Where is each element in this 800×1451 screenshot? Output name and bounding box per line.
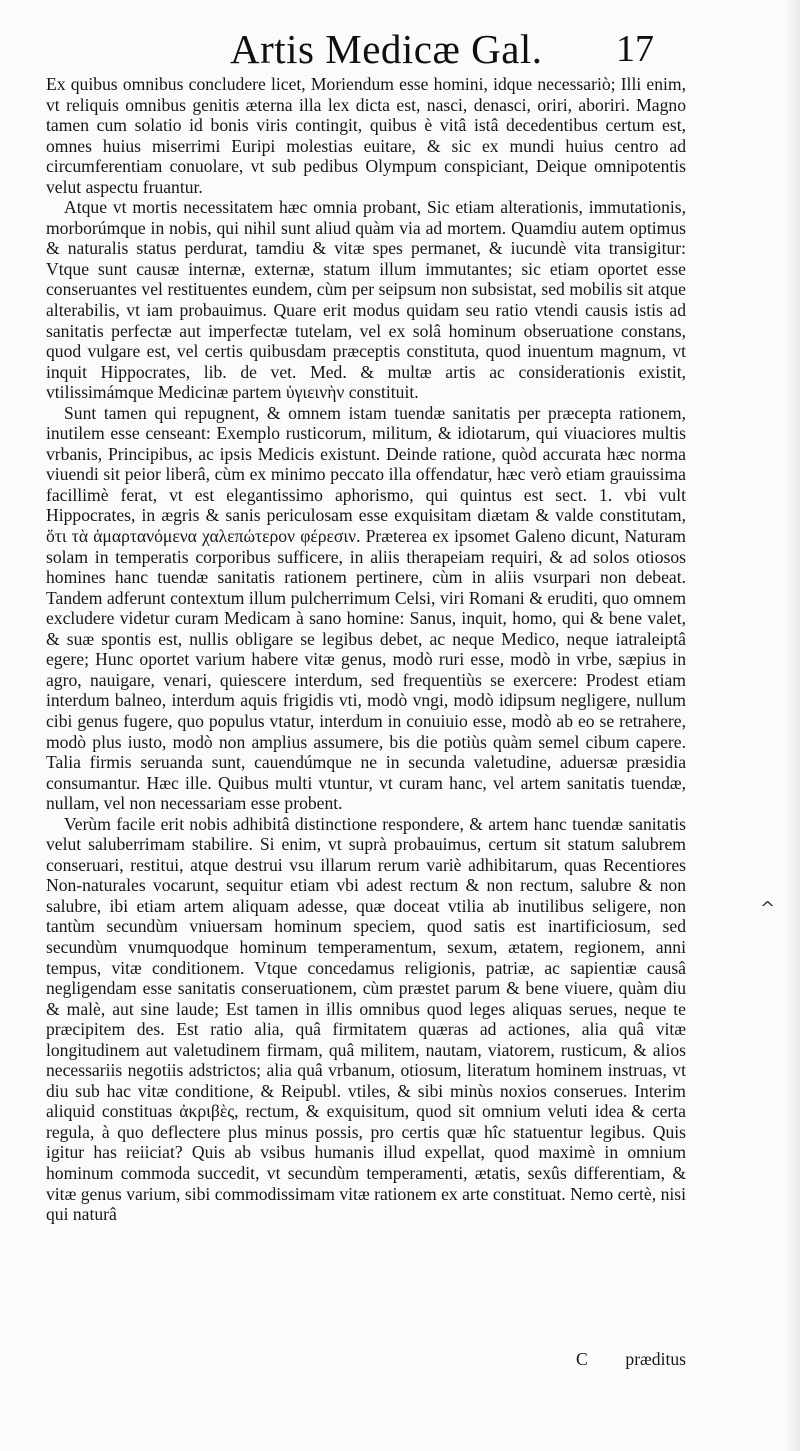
gutter-shadow <box>786 0 800 1451</box>
paragraph-2: Atque vt mortis necessitatem hæc omnia probant, Sic etiam alterationis, immutationis, morborúmque in nobis, qui nihil sunt aliud quàm via ad mortem. Quamdiu autem optimus & naturalis status perdurat, tamdiu & vitæ spes permanet, & iucundè vita transigitur: Vtque sunt causæ internæ, externæ, statum illum immutantes; sic etiam oportet esse conseruantes vel restituentes eundem, cùm per seipsum non subsistat, sed mobilis sit atque alterabilis, vt iam probauimus. Quare erit modus quidam seu ratio vtendi causis istis ad sanitatis perfectæ aut imperfectæ tutelam, vel ex solâ hominum obseruatione constans, quod vulgare est, vel certis quibusdam præceptis constituta, quod inuentum magnum, vt inquit Hippocrates, lib. de vet. Med. & multæ artis ac considerationis existit, vtilissimámque Medicinæ partem ὑγιεινὴν constituit. <box>46 197 686 403</box>
running-header <box>0 18 800 80</box>
signature-mark: C <box>576 1349 588 1369</box>
catchword: præditus <box>625 1349 686 1369</box>
paragraph-1: Ex quibus omnibus concludere licet, Moriendum esse homini, idque necessariò; Illi enim, vt reliquis omnibus genitis æterna illa lex dicta est, nasci, denasci, oriri, aboriri. Magno tamen cum solatio id bonis viris contingit, quibus è vitâ istâ decedentibus certum est, omnes huius miserrimi Euripi molestias euitare, & sic ex mundi huius centro ad circumferentiam conuolare, vt sub pedibus Olympum conspiciant, Deique omnipotentis velut aspectu fruantur. <box>46 74 686 197</box>
paragraph-4: Verùm facile erit nobis adhibitâ distinctione respondere, & artem hanc tuendæ sanitatis velut saluberrimam stabilire. Si enim, vt suprà probauimus, certum sit statum salubrem conseruari, restitui, atque destrui vsu illarum rerum variè adhibitarum, quas Recentiores Non-naturales vocarunt, sequitur etiam vbi adest rectum & non rectum, salubre & non salubre, ibi etiam artem aliquam adesse, quæ doceat vtilia ab inutilibus seligere, non tantùm secundùm vniuersam hominum speciem, quod satis est inartificiosum, sed secundùm vnumquodque hominum temperamentum, sexum, ætatem, regionem, anni tempus, vitæ conditionem. Vtque concedamus religionis, patriæ, ac sapientiæ causâ negligendam esse sanitatis conseruationem, cùm præstet parum & bene viuere, quàm diu & malè, aut sine laude; Est tamen in illis omnibus quod leges aliquas serues, neque te præcipitem des. Est ratio alia, quâ firmitatem quæras ad actiones, alia quâ vitæ longitudinem aut valetudinem firmam, quâ militem, nautam, viatorem, rusticum, & alios necessariis negotiis adstrictos; alia quâ vrbanum, otiosum, literatum hominem instruas, vt diu sub hac vitæ conditione, & Reipubl. vtiles, & sibi minùs noxios conserues. Interim aliquid constituas ἀκριβὲς, rectum, & exquisitum, quod sit omnium veluti idea & certa regula, à quo deflectere plus minus possis, pro certis quæ hîc statuentur legibus. Quis igitur has reiiciat? Quis ab vsibus humanis illud expellat, quod maximè in omnium hominum commoda succedit, vt secundùm temperamenti, ætatis, sexûs differentiam, & vitæ genus varium, sibi commodissimam vitæ rationem ex arte constituat. Nemo certè, nisi qui naturâ <box>46 813 686 1225</box>
paragraph-3: Sunt tamen qui repugnent, & omnem istam tuendæ sanitatis per præcepta rationem, inutilem esse censeant: Exemplo rusticorum, militum, & idiotarum, qui viuaciores multis vrbanis, Principibus, ac ipsis Medicis existunt. Deinde ratione, quòd accurata hæc norma viuendi sit peior liberâ, cùm ex minimo peccato illa offendatur, hæc verò etiam grauissima facillimè ferat, vt est elegantissimo aphorismo, qui quintus est sect. 1. vbi vult Hippocrates, in ægris & sanis periculosam esse exquisitam diætam & valde constitutam, ὅτι τὰ ἁμαρτανόμενα χαλεπώτερον φέρεσιν. Præterea ex ipsomet Galeno dicunt, Naturam solam in temperatis corporibus sufficere, in aliis therapeiam requiri, & ad solos otiosos homines hanc tuendæ sanitatis rationem pertinere, cùm in aliis vsurpari non debeat. Tandem adferunt contextum illum pulcherrimum Celsi, viri Romani & eruditi, quo omnem excludere videtur curam Medicam à sano homine: Sanus, inquit, homo, qui & bene valet, & suæ spontis est, nullis obligare se legibus debet, ac neque Medico, neque iatraleiptâ egere; Hunc oportet varium habere vitæ genus, modò ruri esse, modò in vrbe, sæpius in agro, nauigare, venari, quiescere interdum, sed frequentiùs se exercere: Prodest etiam interdum balneo, interdum aquis frigidis vti, modò vngi, modò idipsum negligere, nullum cibi genus fugere, quo populus vtatur, interdum in conuiuio esse, modò ab eo se retrahere, modò plus iusto, modò non amplius assumere, bis die potiùs quàm semel cibum capere. Talia firmis seruanda sunt, cauendúmque ne in secunda valetudine, aduersæ præsidia consumantur. Hæc ille. Quibus multi vtuntur, vt curam hanc, vel artem sanitatis tuendæ, nullam, vel non necessariam esse probent. <box>46 402 686 814</box>
body-text <box>46 74 686 1225</box>
page-footer <box>46 1346 686 1372</box>
page-number: 17 <box>616 28 654 70</box>
margin-caret-mark: ^ <box>760 898 776 919</box>
running-title: Artis Medicæ Gal. <box>230 26 543 72</box>
